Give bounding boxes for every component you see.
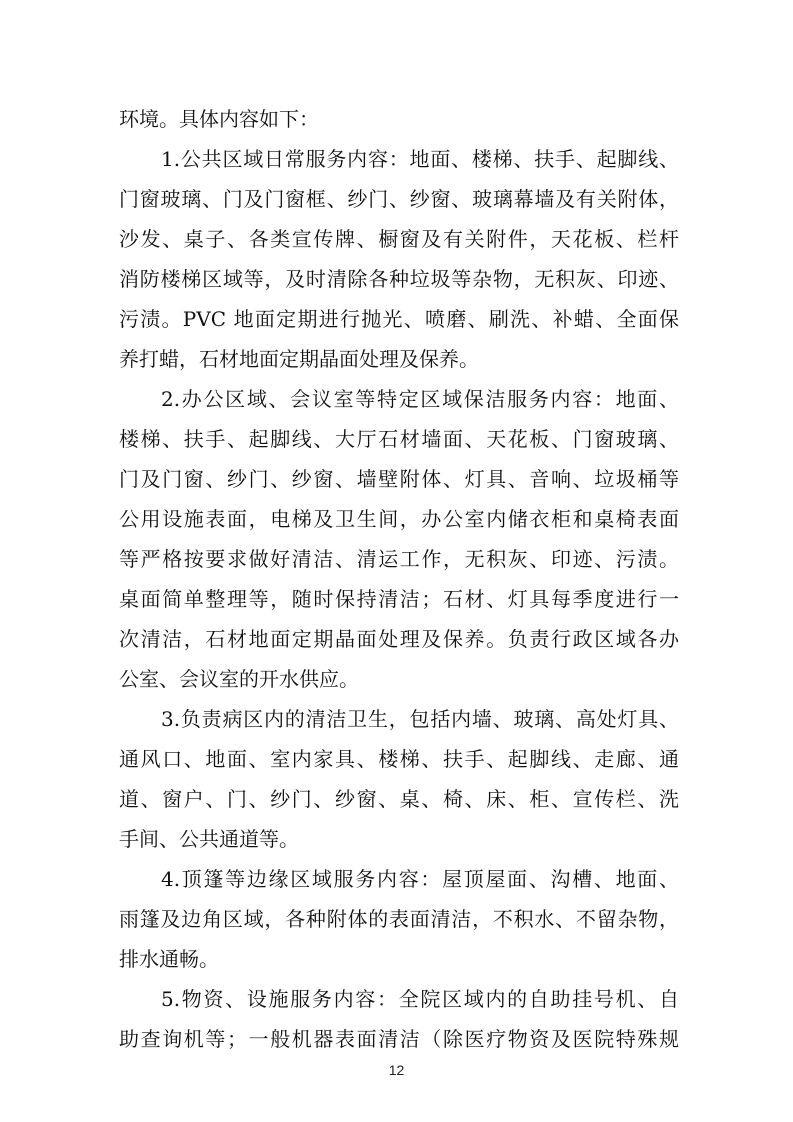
text-line: 桌面简单整理等，随时保持清洁；石材、灯具每季度进行一 <box>119 587 679 611</box>
text-line: 等严格按要求做好清洁、清运工作，无积灰、印迹、污渍。 <box>119 547 679 571</box>
text-line: 污渍。PVC 地面定期进行抛光、喷磨、刷洗、补蜡、全面保 <box>119 307 679 331</box>
text-line: 楼梯、扶手、起脚线、大厅石材墙面、天花板、门窗玻璃、 <box>119 427 679 451</box>
text-line: 次清洁，石材地面定期晶面处理及保养。负责行政区域各办 <box>119 627 679 651</box>
text-line: 排水通畅。 <box>119 947 219 971</box>
text-line: 门及门窗、纱门、纱窗、墙壁附体、灯具、音响、垃圾桶等 <box>119 467 679 491</box>
text-line: 环境。具体内容如下： <box>119 107 319 131</box>
paragraph-3-start: 3.负责病区内的清洁卫生，包括内墙、玻璃、高处灯具、 <box>161 707 679 731</box>
text-line: 雨篷及边角区域，各种附体的表面清洁，不积水、不留杂物， <box>119 907 679 931</box>
text-line: 通风口、地面、室内家具、楼梯、扶手、起脚线、走廊、通 <box>119 747 679 771</box>
paragraph-1-start: 1.公共区域日常服务内容：地面、楼梯、扶手、起脚线、 <box>161 147 679 171</box>
text-line: 助查询机等；一般机器表面清洁（除医疗物资及医院特殊规 <box>119 1027 679 1051</box>
text-line: 手间、公共通道等。 <box>119 827 299 851</box>
text-line: 沙发、桌子、各类宣传牌、橱窗及有关附件，天花板、栏杆 <box>119 227 679 251</box>
text-line: 消防楼梯区域等，及时清除各种垃圾等杂物，无积灰、印迹、 <box>119 267 679 291</box>
text-line: 公用设施表面，电梯及卫生间，办公室内储衣柜和桌椅表面 <box>119 507 679 531</box>
paragraph-5-start: 5.物资、设施服务内容：全院区域内的自助挂号机、自 <box>161 987 679 1011</box>
text-line: 养打蜡，石材地面定期晶面处理及保养。 <box>119 347 479 371</box>
paragraph-2-start: 2.办公区域、会议室等特定区域保洁服务内容：地面、 <box>161 387 679 411</box>
text-line: 公室、会议室的开水供应。 <box>119 667 359 691</box>
text-line: 道、窗户、门、纱门、纱窗、桌、椅、床、柜、宣传栏、洗 <box>119 787 679 811</box>
text-line: 门窗玻璃、门及门窗框、纱门、纱窗、玻璃幕墙及有关附体， <box>119 187 679 211</box>
paragraph-4-start: 4.顶篷等边缘区域服务内容：屋顶屋面、沟槽、地面、 <box>161 867 679 891</box>
page-number: 12 <box>388 1062 405 1078</box>
